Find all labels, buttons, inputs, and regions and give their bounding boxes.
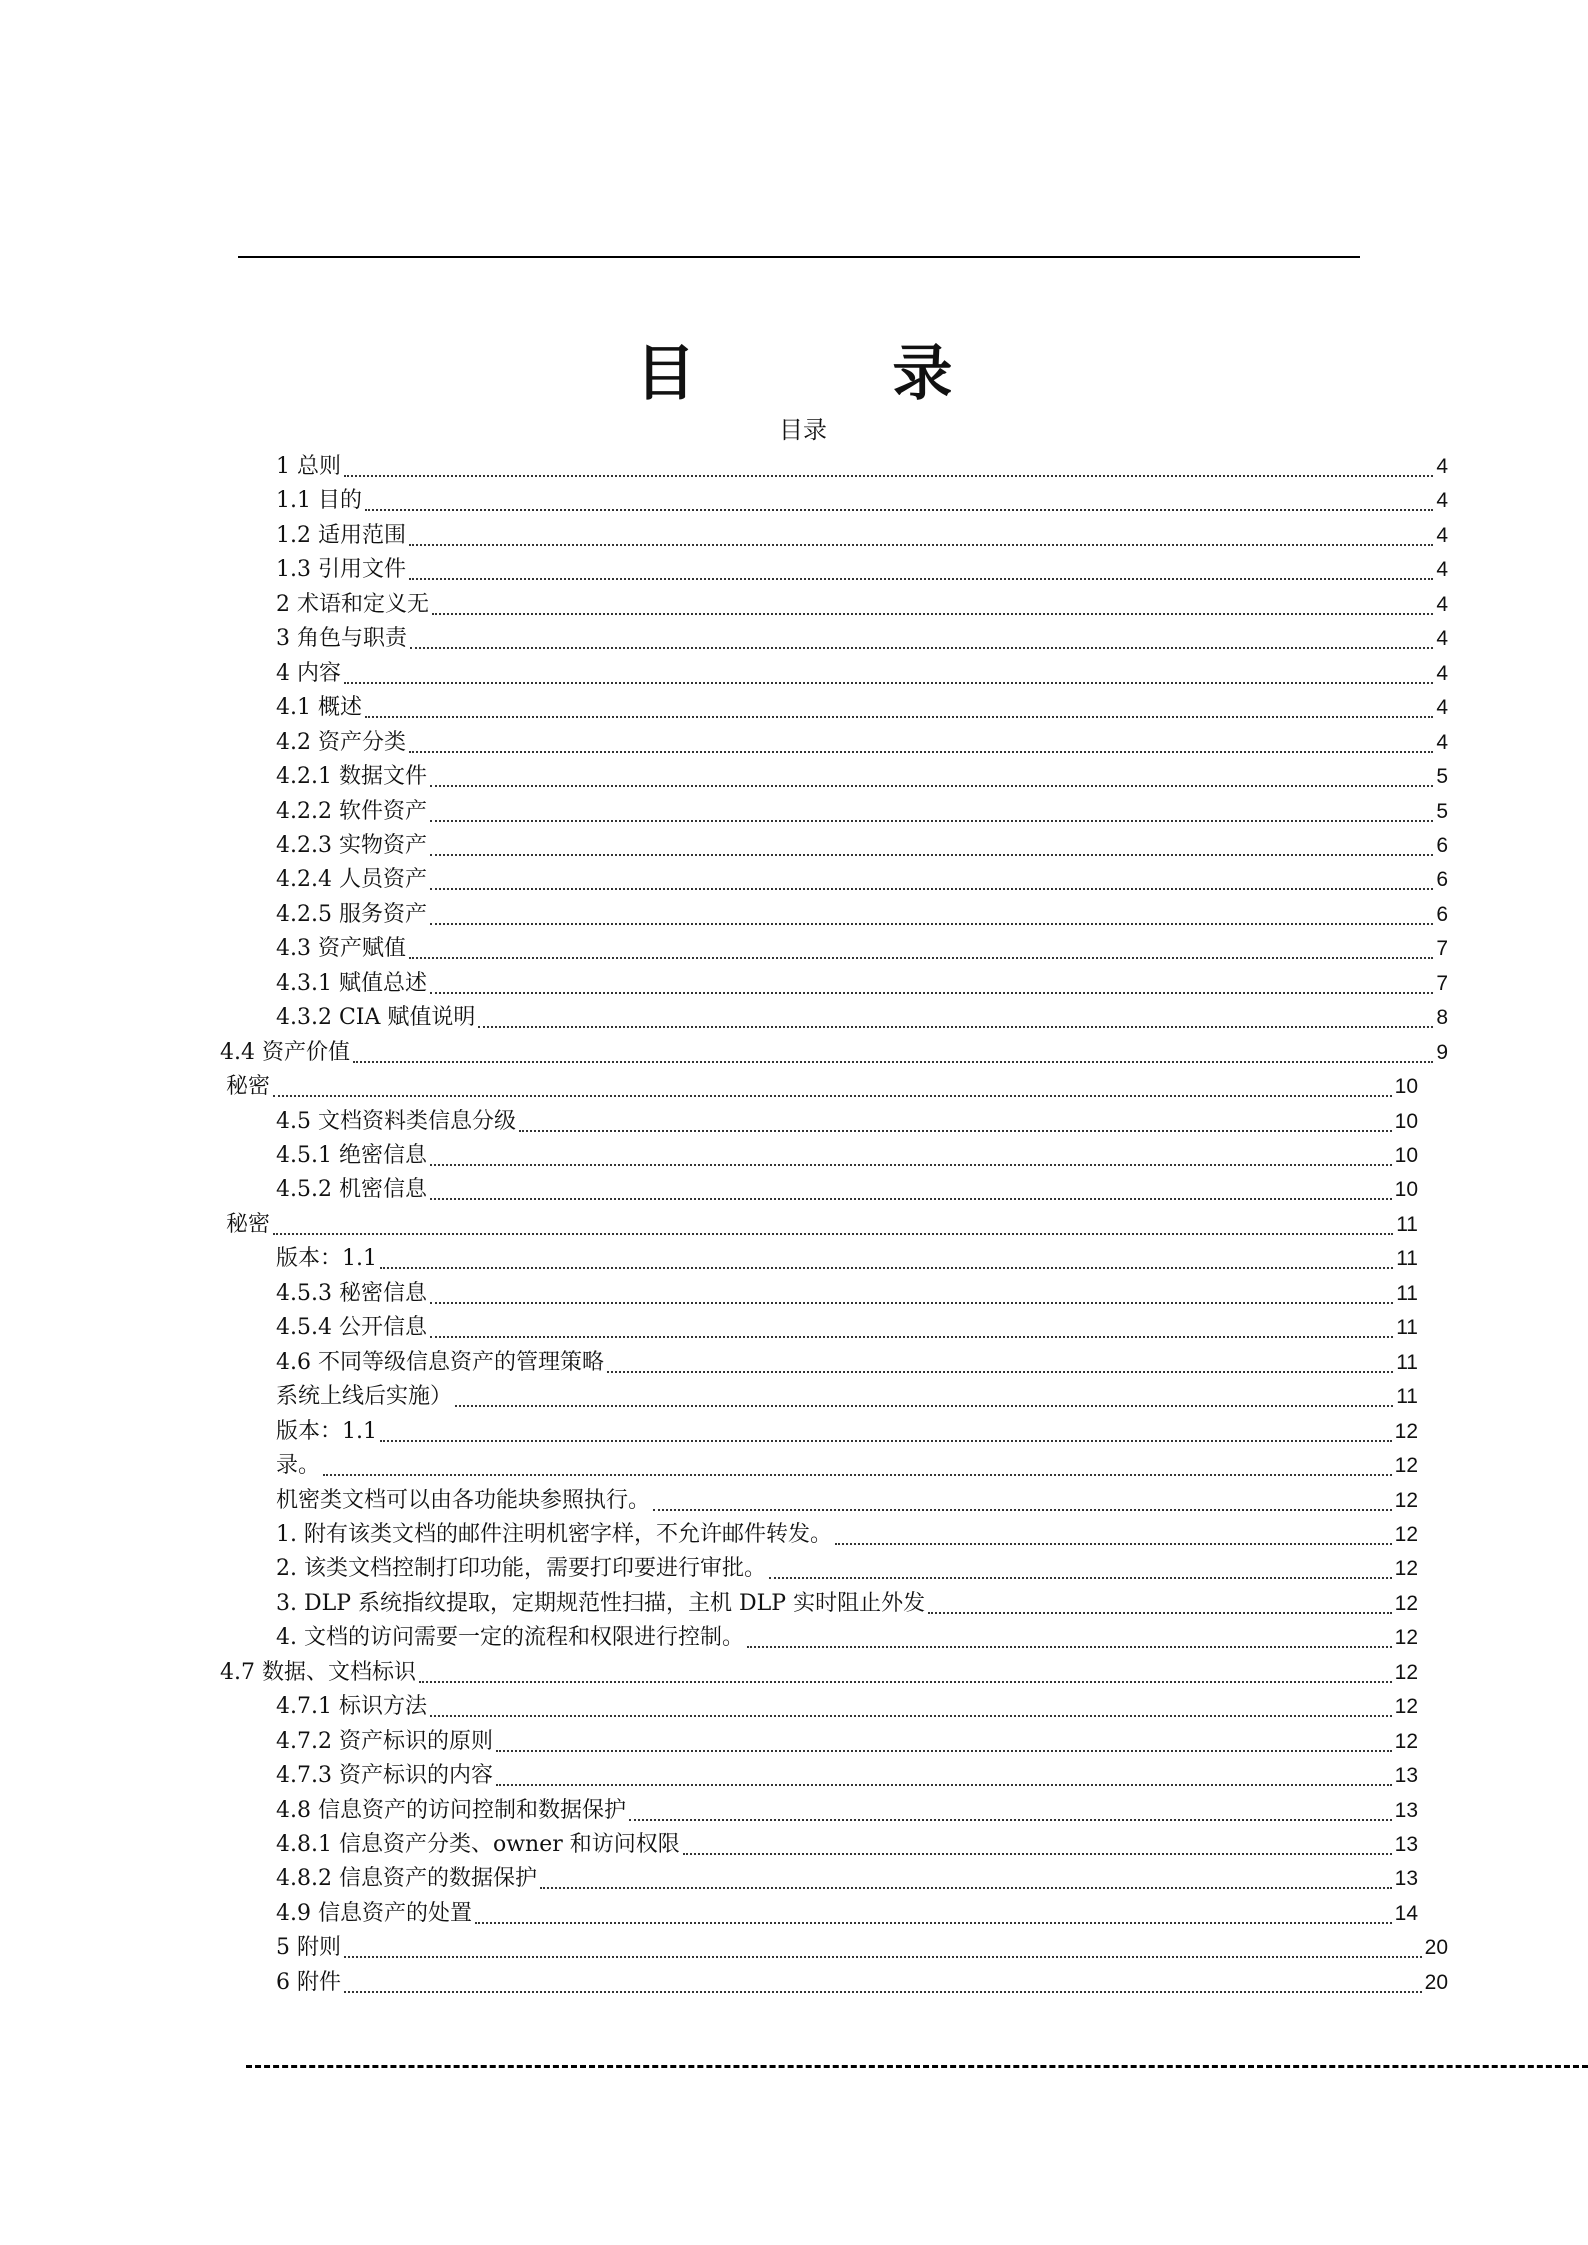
toc-dot-leader (430, 816, 1433, 822)
toc-entry-page-number: 12 (1394, 1523, 1418, 1546)
toc-entry[interactable] (276, 1413, 1418, 1447)
toc-dot-leader (365, 505, 1433, 511)
toc-entry-label: 4.7.3 资产标识的内容 (276, 1763, 493, 1788)
toc-entry-label: 4. 文档的访问需要一定的流程和权限进行控制。 (276, 1625, 744, 1650)
toc-dot-leader (344, 678, 1433, 684)
toc-entry-label: 4.5.4 公开信息 (276, 1315, 427, 1340)
toc-entry-page-number: 12 (1394, 1489, 1418, 1512)
toc-entry[interactable] (276, 793, 1448, 827)
toc-entry[interactable] (276, 861, 1448, 895)
toc-dot-leader (419, 1677, 1392, 1683)
toc-entry-label: 5 附则 (276, 1935, 341, 1960)
toc-dot-leader (430, 988, 1433, 994)
toc-entry-page-number: 4 (1436, 627, 1448, 650)
toc-entry[interactable] (276, 1585, 1418, 1619)
toc-entry[interactable] (276, 1757, 1418, 1791)
toc-entry-page-number: 11 (1396, 1247, 1418, 1270)
toc-dot-leader (344, 1952, 1422, 1958)
toc-entry[interactable] (276, 1240, 1418, 1274)
toc-entry[interactable] (276, 1826, 1418, 1860)
toc-entry-page-number: 20 (1424, 1971, 1448, 1994)
toc-entry-page-number: 6 (1436, 868, 1448, 891)
toc-entry[interactable] (226, 1068, 1418, 1102)
toc-entry-page-number: 7 (1436, 937, 1448, 960)
toc-entry-label: 3. DLP 系统指纹提取，定期规范性扫描，主机 DLP 实时阻止外发 (276, 1591, 926, 1616)
toc-entry-label: 1. 附有该类文档的邮件注明机密字样，不允许邮件转发。 (276, 1522, 832, 1547)
toc-entry-page-number: 6 (1436, 903, 1448, 926)
toc-entry-label: 版本：1.1 (276, 1419, 377, 1444)
toc-entry[interactable] (276, 448, 1448, 482)
toc-dot-leader (430, 1160, 1392, 1166)
toc-entry-page-number: 12 (1394, 1592, 1418, 1615)
toc-entry-page-number: 11 (1396, 1351, 1418, 1374)
toc-entry-page-number: 11 (1396, 1213, 1418, 1236)
toc-dot-leader (683, 1849, 1392, 1855)
toc-entry-label: 4.6 不同等级信息资产的管理策略 (276, 1350, 604, 1375)
toc-entry[interactable] (276, 482, 1448, 516)
toc-dot-leader (430, 919, 1433, 925)
toc-dot-leader (496, 1746, 1392, 1752)
toc-entry-label: 2 术语和定义无 (276, 592, 429, 617)
toc-entry-label: 录。 (276, 1453, 321, 1478)
toc-entry-label: 4.2.1 数据文件 (276, 764, 427, 789)
toc-dot-leader (365, 712, 1433, 718)
toc-dot-leader (430, 1332, 1393, 1338)
toc-entry[interactable] (276, 1378, 1418, 1412)
toc-entry[interactable] (276, 1137, 1418, 1171)
toc-entry[interactable] (276, 896, 1448, 930)
toc-entry-page-number: 11 (1396, 1385, 1418, 1408)
toc-entry-label: 4.8 信息资产的访问控制和数据保护 (276, 1798, 626, 1823)
toc-entry-page-number: 4 (1436, 558, 1448, 581)
toc-entry-label: 4.7.1 标识方法 (276, 1694, 427, 1719)
toc-entry-label: 机密类文档可以由各功能块参照执行。 (276, 1488, 651, 1513)
toc-entry[interactable] (276, 1275, 1418, 1309)
toc-entry[interactable] (276, 1516, 1418, 1550)
toc-entry-label: 1 总则 (276, 454, 341, 479)
toc-entry-label: 1.2 适用范围 (276, 523, 406, 548)
toc-entry-label: 4.4 资产价值 (220, 1040, 350, 1065)
toc-entry-label: 2. 该类文档控制打印功能，需要打印要进行审批。 (276, 1556, 766, 1581)
toc-dot-leader (540, 1883, 1392, 1889)
toc-entry-label: 4.3.1 赋值总述 (276, 971, 427, 996)
toc-entry-label: 4.2.5 服务资产 (276, 902, 427, 927)
toc-dot-leader (409, 574, 1433, 580)
toc-entry[interactable] (276, 620, 1448, 654)
toc-entry-label: 4.7.2 资产标识的原则 (276, 1729, 493, 1754)
toc-dot-leader (430, 884, 1433, 890)
toc-entry-page-number: 9 (1436, 1041, 1448, 1064)
toc-entry-page-number: 4 (1436, 731, 1448, 754)
toc-entry[interactable] (276, 1792, 1418, 1826)
toc-entry-page-number: 5 (1436, 800, 1448, 823)
toc-entry[interactable] (276, 655, 1448, 689)
toc-entry[interactable] (276, 724, 1448, 758)
toc-entry-page-number: 12 (1394, 1557, 1418, 1580)
toc-dot-leader (344, 471, 1433, 477)
toc-entry-page-number: 10 (1394, 1075, 1418, 1098)
toc-entry[interactable] (220, 1034, 1448, 1068)
toc-dot-leader (430, 1711, 1392, 1717)
toc-entry-page-number: 4 (1436, 455, 1448, 478)
toc-entry-page-number: 13 (1394, 1833, 1418, 1856)
toc-entry[interactable] (276, 965, 1448, 999)
toc-entry[interactable] (276, 1964, 1448, 1998)
toc-entry[interactable] (220, 1654, 1418, 1688)
toc-entry-label: 4.9 信息资产的处置 (276, 1901, 472, 1926)
toc-entry[interactable] (276, 1447, 1418, 1481)
toc-entry-label: 4.8.2 信息资产的数据保护 (276, 1866, 537, 1891)
toc-dot-leader (430, 1194, 1392, 1200)
toc-entry[interactable] (276, 551, 1448, 585)
toc-dot-leader (747, 1642, 1392, 1648)
toc-entry-label: 4.3 资产赋值 (276, 936, 406, 961)
toc-dot-leader (769, 1573, 1392, 1579)
toc-entry-label: 4.7 数据、文档标识 (220, 1660, 416, 1685)
toc-entry-label: 4.5.3 秘密信息 (276, 1281, 427, 1306)
toc-entry-page-number: 8 (1436, 1006, 1448, 1029)
toc-dot-leader (478, 1022, 1433, 1028)
toc-entry[interactable] (276, 689, 1448, 723)
toc-entry[interactable] (276, 758, 1448, 792)
toc-entry[interactable] (226, 1206, 1418, 1240)
toc-dot-leader (344, 1987, 1422, 1993)
toc-entry-page-number: 20 (1424, 1936, 1448, 1959)
toc-dot-leader (273, 1229, 1393, 1235)
toc-entry[interactable] (276, 930, 1448, 964)
toc-entry-label: 4.2.2 软件资产 (276, 799, 427, 824)
toc-entry[interactable] (276, 586, 1448, 620)
toc-entry-page-number: 13 (1394, 1867, 1418, 1890)
toc-entry-page-number: 12 (1394, 1626, 1418, 1649)
toc-entry-page-number: 10 (1394, 1144, 1418, 1167)
toc-entry-page-number: 12 (1394, 1661, 1418, 1684)
toc-dot-leader (455, 1401, 1393, 1407)
toc-dot-leader (410, 643, 1433, 649)
toc-entry-label: 秘密 (226, 1074, 271, 1099)
toc-entry-page-number: 13 (1394, 1764, 1418, 1787)
toc-dot-leader (928, 1608, 1392, 1614)
toc-dot-leader (273, 1091, 1392, 1097)
toc-entry-page-number: 4 (1436, 489, 1448, 512)
toc-entry[interactable] (276, 517, 1448, 551)
toc-dot-leader (629, 1815, 1392, 1821)
toc-entry-label: 4 内容 (276, 661, 341, 686)
toc-entry-page-number: 14 (1394, 1902, 1418, 1925)
toc-entry-label: 4.5.1 绝密信息 (276, 1143, 427, 1168)
toc-entry-page-number: 4 (1436, 662, 1448, 685)
toc-entry-label: 6 附件 (276, 1970, 341, 1995)
page-title: 目 录 (635, 339, 1041, 409)
toc-entry-label: 3 角色与职责 (276, 626, 407, 651)
toc-entry-label: 4.2 资产分类 (276, 730, 406, 755)
toc-entry-label: 4.2.4 人员资产 (276, 867, 427, 892)
toc-dot-leader (430, 1298, 1393, 1304)
toc-dot-leader (835, 1539, 1392, 1545)
toc-dot-leader (323, 1470, 1392, 1476)
toc-entry-page-number: 12 (1394, 1420, 1418, 1443)
toc-entry[interactable] (276, 827, 1448, 861)
toc-entry-page-number: 4 (1436, 593, 1448, 616)
toc-entry-label: 4.5.2 机密信息 (276, 1177, 427, 1202)
toc-dot-leader (409, 747, 1433, 753)
header-rule (238, 256, 1360, 258)
toc-dot-leader (353, 1057, 1433, 1063)
toc-dot-leader (496, 1780, 1392, 1786)
toc-entry-label: 4.2.3 实物资产 (276, 833, 427, 858)
toc-entry-label: 4.3.2 CIA 赋值说明 (276, 1005, 476, 1030)
toc-dot-leader (430, 850, 1433, 856)
toc-entry-page-number: 12 (1394, 1730, 1418, 1753)
toc-entry[interactable] (276, 1482, 1418, 1516)
toc-entry[interactable] (276, 1309, 1418, 1343)
toc-entry-page-number: 10 (1394, 1110, 1418, 1133)
toc-dot-leader (380, 1263, 1393, 1269)
toc-dot-leader (519, 1126, 1392, 1132)
toc-entry-page-number: 12 (1394, 1454, 1418, 1477)
toc-dot-leader (430, 781, 1433, 787)
toc-entry-page-number: 6 (1436, 834, 1448, 857)
toc-entry-page-number: 10 (1394, 1178, 1418, 1201)
toc-entry-label: 系统上线后实施） (276, 1384, 453, 1409)
toc-entry[interactable] (276, 1171, 1418, 1205)
toc-entry-page-number: 7 (1436, 972, 1448, 995)
toc-entry[interactable] (276, 1723, 1418, 1757)
toc-dot-leader (475, 1918, 1392, 1924)
toc-entry[interactable] (276, 1895, 1418, 1929)
toc-entry-page-number: 13 (1394, 1799, 1418, 1822)
toc-entry[interactable] (276, 1860, 1418, 1894)
toc-dot-leader (653, 1505, 1392, 1511)
toc-dot-leader (409, 540, 1433, 546)
toc-dot-leader (380, 1436, 1392, 1442)
toc-entry[interactable] (276, 1688, 1418, 1722)
toc-entry-label: 1.3 引用文件 (276, 557, 406, 582)
toc-entry-page-number: 11 (1396, 1316, 1418, 1339)
toc-entry[interactable] (276, 999, 1448, 1033)
toc-entry-page-number: 5 (1436, 765, 1448, 788)
toc-entry[interactable] (276, 1619, 1418, 1653)
footer-rule (246, 2065, 1588, 2068)
toc-entry-label: 版本：1.1 (276, 1246, 377, 1271)
toc-entry-label: 4.8.1 信息资产分类、owner 和访问权限 (276, 1832, 680, 1857)
toc-entry-label: 4.1 概述 (276, 695, 362, 720)
toc-subtitle: 目录 (779, 416, 827, 444)
toc-entry-page-number: 4 (1436, 524, 1448, 547)
toc-dot-leader (432, 609, 1433, 615)
toc-entry[interactable] (276, 1344, 1418, 1378)
toc-dot-leader (409, 953, 1433, 959)
toc-entry-label: 秘密 (226, 1212, 271, 1237)
toc-entry-page-number: 11 (1396, 1282, 1418, 1305)
toc-entry[interactable] (276, 1103, 1418, 1137)
toc-entry-label: 1.1 目的 (276, 488, 362, 513)
toc-entry[interactable] (276, 1929, 1448, 1963)
toc-entry[interactable] (276, 1550, 1418, 1584)
toc-entry-label: 4.5 文档资料类信息分级 (276, 1109, 516, 1134)
toc-dot-leader (607, 1367, 1393, 1373)
toc-entry-page-number: 12 (1394, 1695, 1418, 1718)
toc-entry-page-number: 4 (1436, 696, 1448, 719)
